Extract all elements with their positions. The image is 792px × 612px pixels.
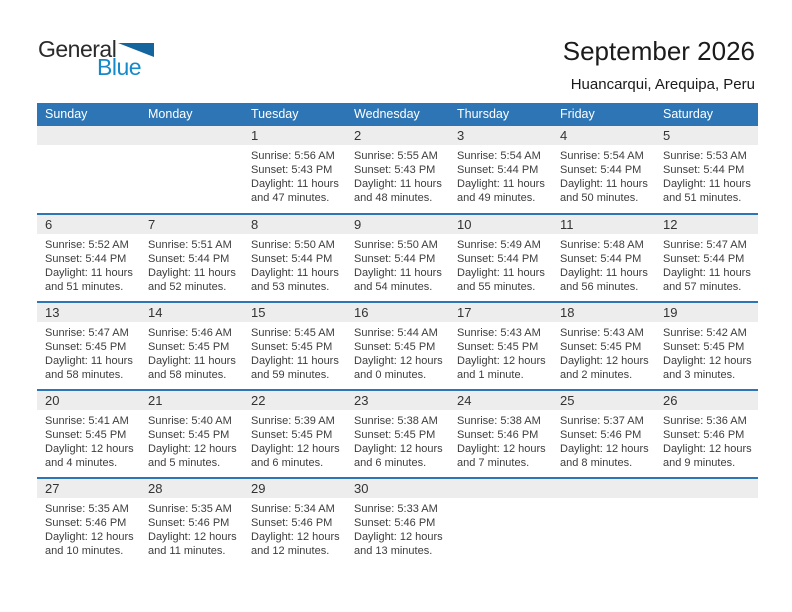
day-number: 18 bbox=[552, 303, 655, 322]
day-header-row bbox=[37, 103, 758, 126]
detail-line: Daylight: 12 hours bbox=[148, 531, 237, 543]
detail-line: Daylight: 11 hours bbox=[560, 178, 648, 190]
detail-line: and 57 minutes. bbox=[663, 281, 742, 293]
detail-line: Sunrise: 5:33 AM bbox=[354, 503, 438, 515]
detail-line: Sunset: 5:44 PM bbox=[663, 253, 745, 265]
day-header-thursday: Thursday bbox=[449, 103, 552, 126]
day-details bbox=[655, 498, 758, 502]
detail-line: Sunrise: 5:47 AM bbox=[663, 239, 747, 251]
day-details bbox=[243, 410, 346, 470]
day-number: 3 bbox=[449, 126, 552, 145]
detail-line: Sunset: 5:46 PM bbox=[148, 517, 230, 529]
detail-line: Daylight: 11 hours bbox=[663, 178, 751, 190]
detail-line: Sunset: 5:44 PM bbox=[45, 253, 127, 265]
detail-line: Daylight: 12 hours bbox=[45, 531, 134, 543]
week-row bbox=[37, 302, 758, 390]
day-number: 12 bbox=[655, 215, 758, 234]
day-details bbox=[655, 322, 758, 382]
day-cell bbox=[37, 214, 140, 302]
detail-line: Daylight: 11 hours bbox=[251, 178, 339, 190]
detail-line: Sunrise: 5:43 AM bbox=[560, 327, 644, 339]
day-number: 5 bbox=[655, 126, 758, 145]
detail-line: Sunrise: 5:37 AM bbox=[560, 415, 644, 427]
day-cell bbox=[140, 390, 243, 478]
day-details bbox=[552, 498, 655, 502]
detail-line: and 5 minutes. bbox=[148, 457, 221, 469]
day-details bbox=[449, 498, 552, 502]
detail-line: Daylight: 11 hours bbox=[457, 267, 545, 279]
day-details bbox=[37, 322, 140, 382]
detail-line: and 50 minutes. bbox=[560, 192, 639, 204]
detail-line: and 2 minutes. bbox=[560, 369, 633, 381]
day-cell bbox=[655, 214, 758, 302]
detail-line: Daylight: 12 hours bbox=[251, 531, 340, 543]
day-details bbox=[140, 145, 243, 149]
calendar-day-headers bbox=[37, 103, 758, 126]
detail-line: Sunrise: 5:44 AM bbox=[354, 327, 438, 339]
day-details bbox=[346, 498, 449, 558]
day-cell bbox=[655, 302, 758, 390]
detail-line: Sunrise: 5:40 AM bbox=[148, 415, 232, 427]
detail-line: Daylight: 11 hours bbox=[354, 267, 442, 279]
detail-line: Daylight: 12 hours bbox=[560, 355, 649, 367]
page-subtitle: Huancarqui, Arequipa, Peru bbox=[570, 76, 755, 93]
detail-line: and 11 minutes. bbox=[148, 545, 226, 557]
day-details bbox=[655, 410, 758, 470]
detail-line: and 47 minutes. bbox=[251, 192, 330, 204]
day-number: 13 bbox=[37, 303, 140, 322]
detail-line: Sunrise: 5:41 AM bbox=[45, 415, 129, 427]
day-cell bbox=[449, 390, 552, 478]
day-number: 10 bbox=[449, 215, 552, 234]
day-details bbox=[655, 234, 758, 294]
day-number: 28 bbox=[140, 479, 243, 498]
detail-line: Daylight: 11 hours bbox=[251, 267, 339, 279]
detail-line: Sunrise: 5:53 AM bbox=[663, 150, 747, 162]
day-details bbox=[552, 410, 655, 470]
day-details bbox=[37, 498, 140, 558]
detail-line: Daylight: 12 hours bbox=[45, 443, 134, 455]
detail-line: Sunset: 5:44 PM bbox=[560, 253, 642, 265]
detail-line: and 13 minutes. bbox=[354, 545, 433, 557]
detail-line: Sunset: 5:45 PM bbox=[45, 341, 127, 353]
detail-line: Sunrise: 5:42 AM bbox=[663, 327, 747, 339]
detail-line: Sunset: 5:46 PM bbox=[354, 517, 436, 529]
day-details bbox=[140, 410, 243, 470]
detail-line: Sunset: 5:46 PM bbox=[457, 429, 539, 441]
detail-line: Daylight: 12 hours bbox=[663, 443, 752, 455]
detail-line: Sunrise: 5:51 AM bbox=[148, 239, 232, 251]
day-number: 9 bbox=[346, 215, 449, 234]
detail-line: Sunrise: 5:55 AM bbox=[354, 150, 438, 162]
detail-line: Daylight: 11 hours bbox=[354, 178, 442, 190]
detail-line: Sunrise: 5:49 AM bbox=[457, 239, 541, 251]
day-header-saturday: Saturday bbox=[655, 103, 758, 126]
page-title: September 2026 bbox=[562, 36, 755, 66]
day-number: 23 bbox=[346, 391, 449, 410]
detail-line: Sunrise: 5:56 AM bbox=[251, 150, 335, 162]
detail-line: Sunset: 5:44 PM bbox=[354, 253, 436, 265]
detail-line: Sunset: 5:44 PM bbox=[560, 164, 642, 176]
day-header-wednesday: Wednesday bbox=[346, 103, 449, 126]
day-header-monday: Monday bbox=[140, 103, 243, 126]
detail-line: Sunset: 5:45 PM bbox=[560, 341, 642, 353]
day-number: 1 bbox=[243, 126, 346, 145]
day-number: 20 bbox=[37, 391, 140, 410]
detail-line: Sunset: 5:45 PM bbox=[457, 341, 539, 353]
detail-line: Daylight: 12 hours bbox=[354, 443, 443, 455]
day-cell bbox=[346, 302, 449, 390]
detail-line: and 6 minutes. bbox=[251, 457, 324, 469]
week-row bbox=[37, 478, 758, 566]
detail-line: and 4 minutes. bbox=[45, 457, 118, 469]
day-number: 17 bbox=[449, 303, 552, 322]
day-header-friday: Friday bbox=[552, 103, 655, 126]
week-row bbox=[37, 390, 758, 478]
detail-line: Daylight: 12 hours bbox=[148, 443, 237, 455]
day-number: 21 bbox=[140, 391, 243, 410]
detail-line: Sunrise: 5:50 AM bbox=[251, 239, 335, 251]
day-number: 11 bbox=[552, 215, 655, 234]
detail-line: and 7 minutes. bbox=[457, 457, 530, 469]
detail-line: Daylight: 12 hours bbox=[251, 443, 340, 455]
detail-line: and 51 minutes. bbox=[45, 281, 124, 293]
detail-line: and 58 minutes. bbox=[45, 369, 124, 381]
detail-line: Sunset: 5:45 PM bbox=[45, 429, 127, 441]
detail-line: Daylight: 12 hours bbox=[354, 355, 443, 367]
day-number bbox=[552, 479, 655, 498]
detail-line: Sunrise: 5:35 AM bbox=[45, 503, 129, 515]
day-number: 30 bbox=[346, 479, 449, 498]
detail-line: Sunrise: 5:50 AM bbox=[354, 239, 438, 251]
day-details bbox=[243, 145, 346, 205]
day-details bbox=[346, 145, 449, 205]
day-cell bbox=[449, 214, 552, 302]
detail-line: Sunrise: 5:54 AM bbox=[560, 150, 644, 162]
day-number: 8 bbox=[243, 215, 346, 234]
day-number: 22 bbox=[243, 391, 346, 410]
day-number: 29 bbox=[243, 479, 346, 498]
general-blue-logo bbox=[38, 38, 154, 79]
day-cell bbox=[140, 214, 243, 302]
detail-line: and 8 minutes. bbox=[560, 457, 633, 469]
detail-line: Sunset: 5:45 PM bbox=[148, 341, 230, 353]
empty-day-cell bbox=[449, 478, 552, 566]
detail-line: and 3 minutes. bbox=[663, 369, 736, 381]
day-details bbox=[449, 145, 552, 205]
detail-line: and 58 minutes. bbox=[148, 369, 227, 381]
detail-line: and 56 minutes. bbox=[560, 281, 639, 293]
day-number bbox=[449, 479, 552, 498]
detail-line: Daylight: 11 hours bbox=[663, 267, 751, 279]
day-number: 24 bbox=[449, 391, 552, 410]
detail-line: Sunset: 5:46 PM bbox=[45, 517, 127, 529]
detail-line: Sunset: 5:45 PM bbox=[148, 429, 230, 441]
day-details bbox=[552, 322, 655, 382]
detail-line: Daylight: 12 hours bbox=[663, 355, 752, 367]
day-number: 25 bbox=[552, 391, 655, 410]
day-header-tuesday: Tuesday bbox=[243, 103, 346, 126]
day-details bbox=[243, 322, 346, 382]
week-row bbox=[37, 214, 758, 302]
day-cell bbox=[346, 214, 449, 302]
calendar-table bbox=[37, 103, 758, 566]
detail-line: Sunset: 5:46 PM bbox=[560, 429, 642, 441]
day-number: 2 bbox=[346, 126, 449, 145]
detail-line: Sunset: 5:44 PM bbox=[251, 253, 333, 265]
day-number: 27 bbox=[37, 479, 140, 498]
day-cell bbox=[140, 302, 243, 390]
detail-line: Sunset: 5:46 PM bbox=[663, 429, 745, 441]
day-cell bbox=[243, 126, 346, 214]
detail-line: Daylight: 11 hours bbox=[45, 267, 133, 279]
detail-line: and 1 minute. bbox=[457, 369, 524, 381]
detail-line: Sunrise: 5:39 AM bbox=[251, 415, 335, 427]
empty-day-cell bbox=[655, 478, 758, 566]
day-cell bbox=[346, 126, 449, 214]
day-cell bbox=[655, 390, 758, 478]
detail-line: Daylight: 11 hours bbox=[45, 355, 133, 367]
detail-line: Sunrise: 5:54 AM bbox=[457, 150, 541, 162]
detail-line: Sunrise: 5:36 AM bbox=[663, 415, 747, 427]
detail-line: and 9 minutes. bbox=[663, 457, 736, 469]
detail-line: Sunrise: 5:38 AM bbox=[354, 415, 438, 427]
detail-line: and 12 minutes. bbox=[251, 545, 330, 557]
day-details bbox=[140, 322, 243, 382]
empty-day-cell bbox=[140, 126, 243, 214]
day-cell bbox=[552, 302, 655, 390]
day-number: 14 bbox=[140, 303, 243, 322]
calendar-body bbox=[37, 126, 758, 566]
detail-line: Sunrise: 5:45 AM bbox=[251, 327, 335, 339]
detail-line: Sunrise: 5:48 AM bbox=[560, 239, 644, 251]
day-cell bbox=[552, 126, 655, 214]
day-cell bbox=[37, 478, 140, 566]
detail-line: Daylight: 11 hours bbox=[148, 267, 236, 279]
detail-line: and 55 minutes. bbox=[457, 281, 536, 293]
day-cell bbox=[243, 302, 346, 390]
day-details bbox=[449, 322, 552, 382]
day-number bbox=[37, 126, 140, 145]
day-cell bbox=[346, 390, 449, 478]
detail-line: Sunset: 5:46 PM bbox=[251, 517, 333, 529]
detail-line: Daylight: 12 hours bbox=[560, 443, 649, 455]
day-details bbox=[140, 498, 243, 558]
day-number: 7 bbox=[140, 215, 243, 234]
day-cell bbox=[37, 390, 140, 478]
detail-line: Sunset: 5:45 PM bbox=[354, 341, 436, 353]
day-details bbox=[552, 145, 655, 205]
day-details bbox=[37, 234, 140, 294]
detail-line: Sunrise: 5:46 AM bbox=[148, 327, 232, 339]
detail-line: and 10 minutes. bbox=[45, 545, 124, 557]
detail-line: Sunset: 5:44 PM bbox=[457, 253, 539, 265]
detail-line: and 0 minutes. bbox=[354, 369, 427, 381]
detail-line: Sunrise: 5:35 AM bbox=[148, 503, 232, 515]
day-header-sunday: Sunday bbox=[37, 103, 140, 126]
day-number: 16 bbox=[346, 303, 449, 322]
day-cell bbox=[449, 126, 552, 214]
day-details bbox=[449, 410, 552, 470]
day-number bbox=[140, 126, 243, 145]
detail-line: and 51 minutes. bbox=[663, 192, 742, 204]
detail-line: Sunrise: 5:43 AM bbox=[457, 327, 541, 339]
detail-line: and 48 minutes. bbox=[354, 192, 433, 204]
day-details bbox=[243, 498, 346, 558]
day-details bbox=[449, 234, 552, 294]
day-details bbox=[37, 410, 140, 470]
detail-line: Sunrise: 5:38 AM bbox=[457, 415, 541, 427]
day-cell bbox=[655, 126, 758, 214]
detail-line: Sunset: 5:44 PM bbox=[148, 253, 230, 265]
day-number: 6 bbox=[37, 215, 140, 234]
detail-line: Sunset: 5:45 PM bbox=[251, 429, 333, 441]
detail-line: Sunset: 5:43 PM bbox=[251, 164, 333, 176]
detail-line: and 49 minutes. bbox=[457, 192, 536, 204]
detail-line: Daylight: 12 hours bbox=[457, 355, 546, 367]
logo-text-general: General bbox=[38, 36, 117, 62]
detail-line: Daylight: 11 hours bbox=[251, 355, 339, 367]
day-details bbox=[140, 234, 243, 294]
day-details bbox=[243, 234, 346, 294]
detail-line: Daylight: 11 hours bbox=[457, 178, 545, 190]
empty-day-cell bbox=[37, 126, 140, 214]
day-cell bbox=[243, 390, 346, 478]
day-details bbox=[552, 234, 655, 294]
day-details bbox=[346, 234, 449, 294]
day-cell bbox=[552, 390, 655, 478]
day-cell bbox=[449, 302, 552, 390]
detail-line: Sunrise: 5:52 AM bbox=[45, 239, 129, 251]
empty-day-cell bbox=[552, 478, 655, 566]
day-number: 19 bbox=[655, 303, 758, 322]
week-row bbox=[37, 126, 758, 214]
detail-line: Daylight: 11 hours bbox=[560, 267, 648, 279]
day-details bbox=[346, 322, 449, 382]
detail-line: and 53 minutes. bbox=[251, 281, 330, 293]
detail-line: and 52 minutes. bbox=[148, 281, 227, 293]
detail-line: Daylight: 11 hours bbox=[148, 355, 236, 367]
day-number: 26 bbox=[655, 391, 758, 410]
detail-line: and 6 minutes. bbox=[354, 457, 427, 469]
day-cell bbox=[243, 214, 346, 302]
detail-line: Daylight: 12 hours bbox=[354, 531, 443, 543]
day-number bbox=[655, 479, 758, 498]
day-cell bbox=[346, 478, 449, 566]
detail-line: Sunrise: 5:47 AM bbox=[45, 327, 129, 339]
detail-line: Sunset: 5:45 PM bbox=[251, 341, 333, 353]
detail-line: Sunset: 5:45 PM bbox=[663, 341, 745, 353]
day-cell bbox=[243, 478, 346, 566]
day-number: 4 bbox=[552, 126, 655, 145]
day-details bbox=[346, 410, 449, 470]
detail-line: Sunset: 5:43 PM bbox=[354, 164, 436, 176]
logo-text-blue: Blue bbox=[97, 54, 142, 80]
day-number: 15 bbox=[243, 303, 346, 322]
day-cell bbox=[140, 478, 243, 566]
title-block bbox=[563, 36, 755, 93]
day-cell bbox=[37, 302, 140, 390]
detail-line: Daylight: 12 hours bbox=[457, 443, 546, 455]
day-details bbox=[37, 145, 140, 149]
detail-line: Sunset: 5:44 PM bbox=[457, 164, 539, 176]
day-cell bbox=[552, 214, 655, 302]
day-details bbox=[655, 145, 758, 205]
detail-line: Sunset: 5:45 PM bbox=[354, 429, 436, 441]
detail-line: Sunset: 5:44 PM bbox=[663, 164, 745, 176]
detail-line: Sunrise: 5:34 AM bbox=[251, 503, 335, 515]
detail-line: and 59 minutes. bbox=[251, 369, 330, 381]
detail-line: and 54 minutes. bbox=[354, 281, 433, 293]
